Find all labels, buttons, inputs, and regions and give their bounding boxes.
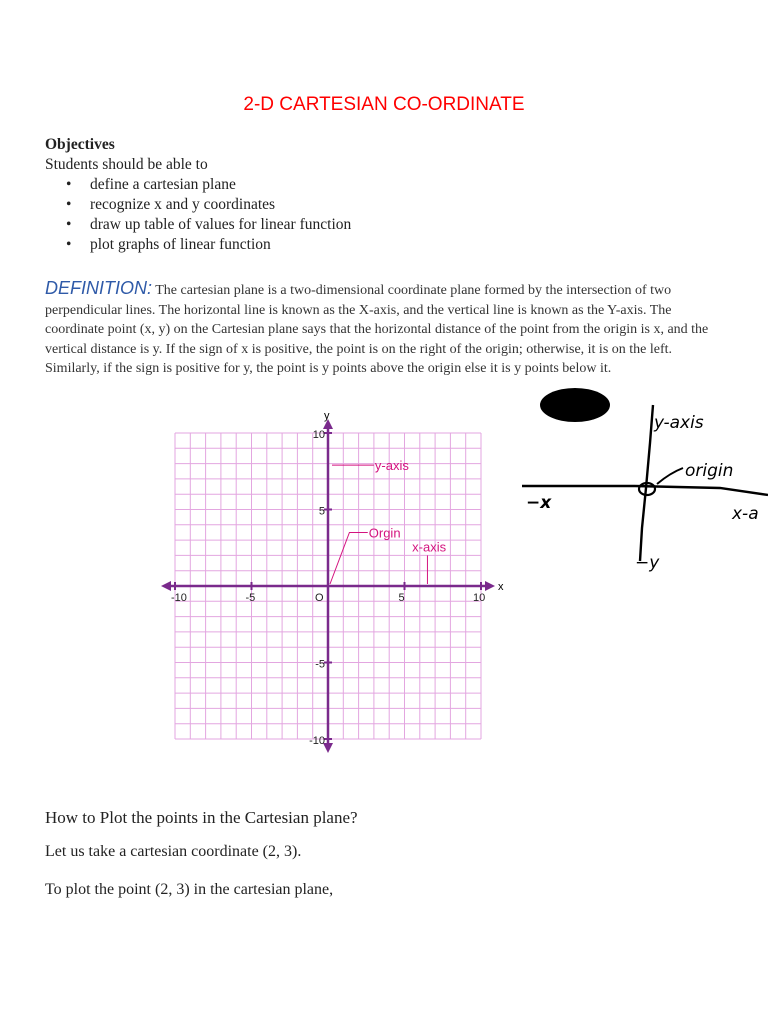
list-item-text: plot graphs of linear function <box>90 236 271 253</box>
objectives-intro: Students should be able to <box>45 156 208 173</box>
sketch-minus-y: −y <box>635 553 660 573</box>
arrow-right-icon <box>485 581 495 591</box>
definition-paragraph <box>45 279 725 379</box>
x-tick-label: O <box>315 592 324 604</box>
sketch-x-axis-label: x-a <box>732 504 759 524</box>
list-item <box>45 175 351 195</box>
x-tick-label: 5 <box>398 592 405 604</box>
cartesian-graph <box>150 396 520 766</box>
bullet-icon: • <box>66 176 72 193</box>
origin-callout-label: Orgin <box>368 525 401 541</box>
objectives-section <box>45 135 351 255</box>
body-text: Let us take a cartesian coordinate (2, 3). <box>45 843 302 860</box>
x-tick-label: -10 <box>171 592 187 604</box>
y-axis-letter: y <box>324 410 330 422</box>
list-item-text: draw up table of values for linear function <box>90 216 352 233</box>
sketch-minus-x: −x <box>526 493 552 513</box>
list-item-text: define a cartesian plane <box>90 176 236 193</box>
x-axis-letter: x <box>498 581 504 593</box>
sketch-origin-label: origin <box>685 461 734 481</box>
list-item <box>45 235 351 255</box>
arrow-left-icon <box>161 581 171 591</box>
y-tick-label: 10 <box>312 429 325 441</box>
sketch-origin-pointer <box>657 468 683 484</box>
objectives-list <box>45 175 351 255</box>
body-text: To plot the point (2, 3) in the cartesian plane, <box>45 881 334 898</box>
ink-blot <box>540 388 610 422</box>
callouts <box>330 458 447 584</box>
sketch-svg <box>520 383 768 583</box>
page-title: 2-D CARTESIAN CO-ORDINATE <box>243 94 525 115</box>
list-item <box>45 215 351 235</box>
y-tick-label: -5 <box>315 658 325 671</box>
list-item-text: recognize x and y coordinates <box>90 196 276 213</box>
axes <box>161 419 495 753</box>
cartesian-graph-svg <box>150 396 520 761</box>
sketch-y-axis-label: y-axis <box>654 413 704 433</box>
section-question: How to Plot the points in the Cartesian plane? <box>45 808 358 827</box>
y-axis-callout-label: y-axis <box>374 458 409 474</box>
x-axis-callout-label: x-axis <box>412 539 447 555</box>
list-item <box>45 195 351 215</box>
handwritten-sketch <box>520 383 768 588</box>
y-tick-label: -10 <box>309 735 325 747</box>
y-tick-label: 5 <box>318 505 325 518</box>
definition-text: The cartesian plane is a two-dimensional coordinate plane formed by the intersection of two perpendicular lines. The horizontal line is known as the X-axis, and the vertical line is known as the Y-axis. The coordinate point (x, y) on the Cartesian plane says that the horizontal distance of the point from the origin is x, and the vertical distance is y. If the sign of x is positive, the point is on the right of the origin; otherwise, it is on the left. Similarly, if the sign is positive for y, the point is y points above the origin else it is y points below it. <box>45 283 709 376</box>
bullet-icon: • <box>66 196 72 213</box>
x-tick-label: -5 <box>245 592 256 604</box>
definition-label: DEFINITION: <box>45 278 152 298</box>
x-tick-label: 10 <box>473 592 486 604</box>
bullet-icon: • <box>66 216 72 233</box>
objectives-heading: Objectives <box>45 136 115 153</box>
bullet-icon: • <box>66 236 72 253</box>
